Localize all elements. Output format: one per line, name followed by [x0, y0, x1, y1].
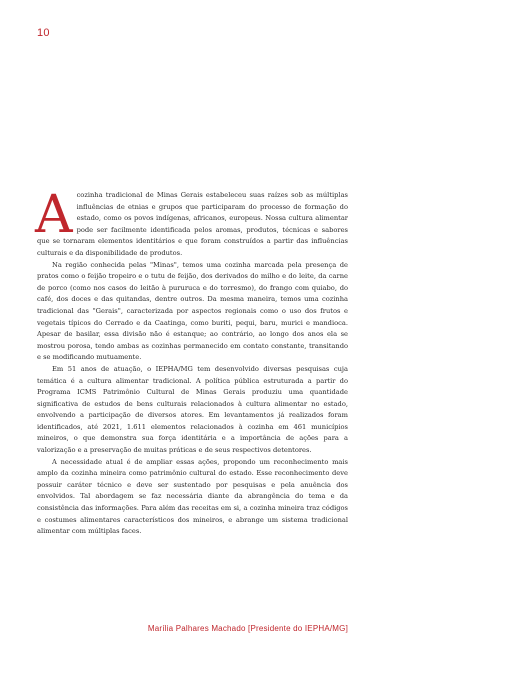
paragraph-3: Em 51 anos de atuação, o IEPHA/MG tem desenvolvido diversas pesquisas cuja temática é a cultura alimentar tradicional. A política pública estruturada a partir do Programa ICMS Patrimônio Cultural de Minas Gerais produziu uma quantidade significativa de estudos de bens culturais relacionados à cultura alimentar no estado, envolvendo a participação de diversos atores. Em levantamentos já realizados foram identificados, até 2021, 1.611 elementos relacionados à cozinha em 461 municípios mineiros, o que demonstra sua força identitária e a importância de ações para a valorização e a preservação de muitas práticas e de seus respectivos detentores.: [37, 364, 348, 455]
article-body: [35, 185, 348, 538]
page-number: 10: [37, 27, 50, 39]
paragraph-1: [35, 185, 348, 260]
paragraph-4: A necessidade atual é de ampliar essas ações, propondo um reconhecimento mais amplo da cozinha mineira como patrimônio cultural do estado. Esse reconhecimento deve possuir caráter técnico e deve ser sustentado por pesquisas e pela anuência dos envolvidos. Tal abordagem se faz necessária diante da abrangência do tema e da consistência das informações. Para além das receitas em si, a cozinha mineira traz códigos e costumes alimentares característicos dos mineiros, e abrange um sistema tradicional alimentar com múltiplas faces.: [37, 457, 348, 536]
paragraph-1-text: cozinha tradicional de Minas Gerais estabeleceu suas raízes sob as múltiplas influências de etnias e grupos que participaram do processo de formação do estado, como os povos indígenas, africanos, europeus. Nossa cultura alimentar pode ser facilmente identificada pelos aromas, produtos, técnicas e sabores que se tornaram elementos identitários e que foram construídos a partir das influências culturais e da disponibilidade de produtos.: [37, 191, 348, 257]
author-signature: Marília Palhares Machado [Presidente do IEPHA/MG]: [147, 624, 348, 633]
paragraph-2: Na região conhecida pelas "Minas", temos uma cozinha marcada pela presença de pratos como o feijão tropeiro e o tutu de feijão, dos derivados do milho e do leite, da carne de porco (como nos casos do leitão à pururuca e do torresmo), do frango com quiabo, do café, dos doces e das quitandas, dentre outros. Da mesma maneira, temos uma cozinha tradicional das "Gerais", caracterizada por aspectos regionais como o uso dos frutos e vegetais típicos do Cerrado e da Caatinga, como buriti, pequi, baru, murici e mandioca. Apesar de basilar, essa divisão não é estanque; ao contrário, ao longo dos anos ela se mostrou porosa, tendo ambas as cozinhas permanecido em contato constante, transitando e se modificando mutuamente.: [37, 260, 348, 362]
drop-cap: A: [35, 185, 73, 245]
